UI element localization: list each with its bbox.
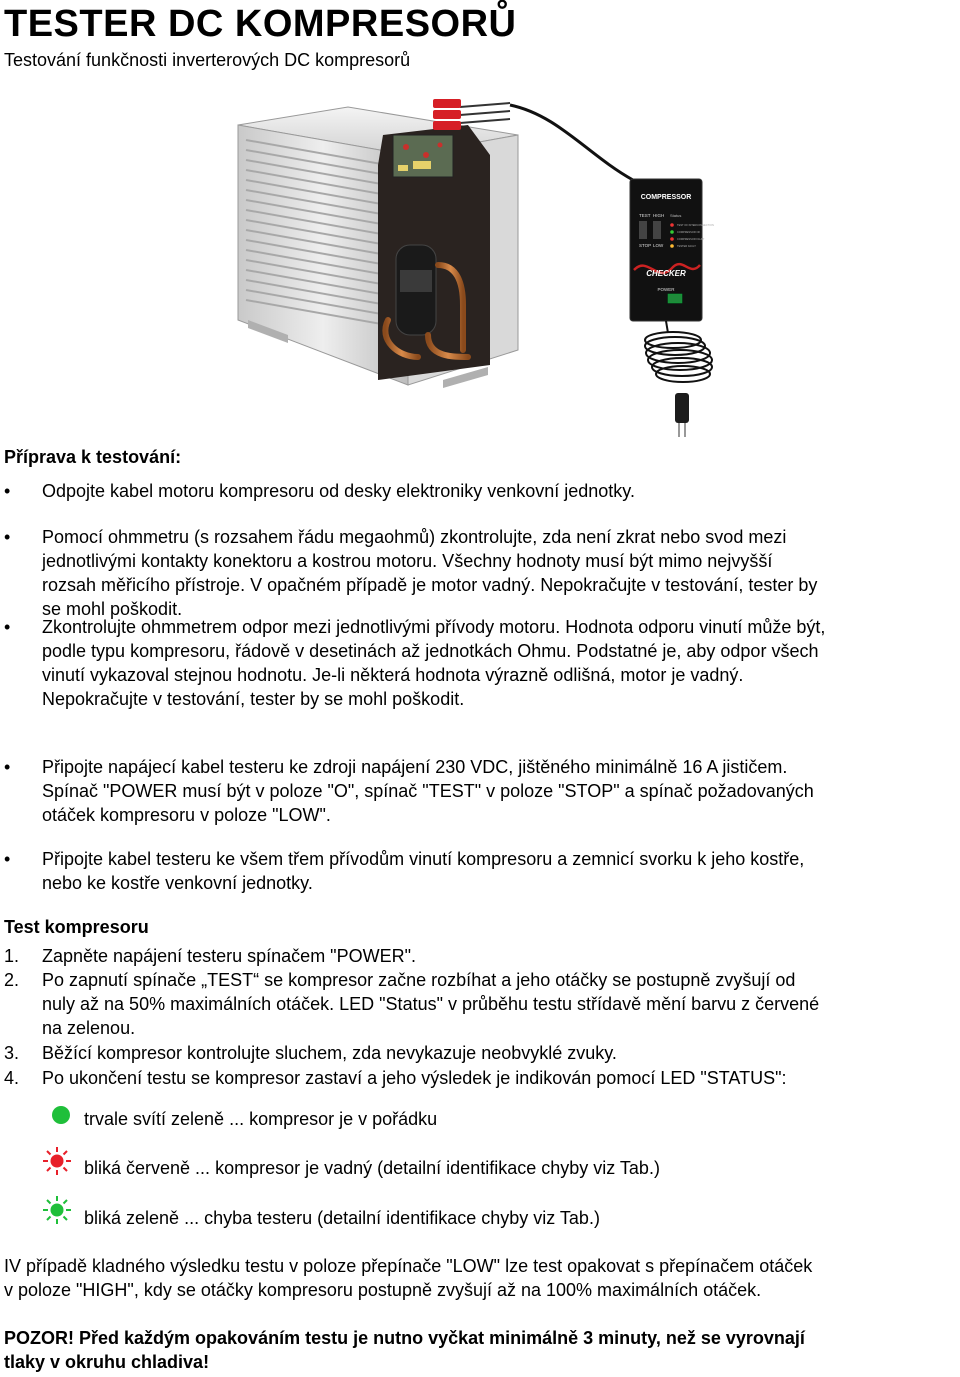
compressor-tester-illustration bbox=[228, 95, 728, 440]
repeat-paragraph: IV případě kladného výsledku testu v poloze přepínače "LOW" lze test opakovat s přepínačem otáček v poloze "HIGH", kdy se otáčky kompresoru postupně zvyšují až na 100% maximálních otáček. bbox=[4, 1256, 813, 1300]
test-heading: Test kompresoru bbox=[4, 917, 149, 937]
status-item-compressor-fault: bliká červeně ... kompresor je vadný (detailní identifikace chyby viz Tab.) bbox=[84, 1158, 660, 1178]
svg-text:CHECKER: CHECKER bbox=[646, 269, 686, 278]
svg-text:POWER: POWER bbox=[657, 287, 675, 292]
step-number: 2. bbox=[4, 970, 20, 990]
svg-text:Status: Status bbox=[670, 213, 682, 218]
svg-text:TESTER FAULT: TESTER FAULT bbox=[677, 245, 696, 248]
bullet-icon: • bbox=[4, 757, 11, 777]
red-blinking-led-icon bbox=[42, 1146, 72, 1176]
svg-text:HIGH: HIGH bbox=[653, 213, 665, 218]
svg-text:COMPRESSOR OK: COMPRESSOR OK bbox=[677, 231, 701, 234]
list-item: Odpojte kabel motoru kompresoru od desky elektroniky venkovní jednotky. bbox=[42, 481, 635, 501]
step-text: Po zapnutí spínače „TEST“ se kompresor začne rozbíhat a jeho otáčky se postupně zvyšují od nuly až na 50% maximálních otáček. LED "Status" v průběhu testu střídavě mění barvu z červené na zelenou. bbox=[42, 970, 820, 1038]
green-led-icon bbox=[50, 1104, 72, 1126]
status-item-tester-fault: bliká zeleně ... chyba testeru (detailní identifikace chyby viz Tab.) bbox=[84, 1208, 600, 1228]
warning-paragraph: POZOR! Před každým opakováním testu je nutno vyčkat minimálně 3 minuty, než se vyrovnají tlaky v okruhu chladiva! bbox=[4, 1328, 805, 1372]
compressor-checker-device bbox=[630, 179, 714, 437]
step-text: Běžící kompresor kontrolujte sluchem, zda nevykazuje neobvyklé zvuky. bbox=[42, 1043, 617, 1063]
status-item-ok: trvale svítí zeleně ... kompresor je v pořádku bbox=[84, 1109, 438, 1129]
step-number: 3. bbox=[4, 1043, 20, 1063]
list-item: Zkontrolujte ohmmetrem odpor mezi jednotlivými přívody motoru. Hodnota odporu vinutí může být, podle typu kompresoru, řádově v desetinách až jednotkách Ohmu. Podstatné je, aby odpor všech vinutí vykazoval stejnou hodnotu. Je-li některá hodnota výrazně odlišná, motor je vadný. Nepokračujte v testování, tester by se mohl poškodit. bbox=[42, 617, 826, 709]
svg-text:LOW: LOW bbox=[653, 243, 664, 248]
outdoor-unit-image bbox=[238, 107, 518, 388]
step-text: Zapněte napájení testeru spínačem "POWER". bbox=[42, 946, 416, 966]
svg-text:TEST: TEST bbox=[639, 213, 651, 218]
bullet-icon: • bbox=[4, 849, 11, 869]
list-item: Připojte kabel testeru ke všem třem přívodům vinutí kompresoru a zemnicí svorku k jeho kostře, nebo ke kostře venkovní jednotky. bbox=[42, 849, 805, 893]
svg-text:TEST OF INTERCONNECTION: TEST OF INTERCONNECTION bbox=[677, 224, 714, 227]
svg-text:COMPRESSOR FAULT: COMPRESSOR FAULT bbox=[677, 238, 705, 241]
bullet-icon: • bbox=[4, 481, 11, 501]
bullet-icon: • bbox=[4, 527, 11, 547]
svg-text:COMPRESSOR: COMPRESSOR bbox=[640, 194, 692, 201]
list-item: Pomocí ohmmetru (s rozsahem řádu megaohmů) zkontrolujte, zda není zkrat nebo svod mezi jednotlivými kontakty konektoru a kostrou motoru. Všechny hodnoty musí být mimo nejvyšší rozsah měřicího přístroje. V opačném případě je motor vadný. Nepokračujte v testování, tester by se mohl poškodit. bbox=[42, 527, 818, 619]
green-blinking-led-icon bbox=[42, 1195, 72, 1225]
preparation-heading: Příprava k testování: bbox=[4, 447, 182, 467]
svg-text:STOP: STOP bbox=[639, 243, 652, 248]
list-item: Připojte napájecí kabel testeru ke zdroji napájení 230 VDC, jištěného minimálně 16 A jističem. Spínač "POWER musí být v poloze "O", spínač "TEST" v poloze "STOP" a spínač požadovaných otáček kompresoru v poloze "LOW". bbox=[42, 757, 814, 825]
step-number: 1. bbox=[4, 946, 20, 966]
step-text: Po ukončení testu se kompresor zastaví a jeho výsledek je indikován pomocí LED "STATUS": bbox=[42, 1068, 787, 1088]
bullet-icon: • bbox=[4, 617, 11, 637]
page-title: TESTER DC KOMPRESORŮ bbox=[4, 3, 517, 45]
step-number: 4. bbox=[4, 1068, 20, 1088]
page-subtitle: Testování funkčnosti inverterových DC kompresorů bbox=[4, 50, 411, 70]
